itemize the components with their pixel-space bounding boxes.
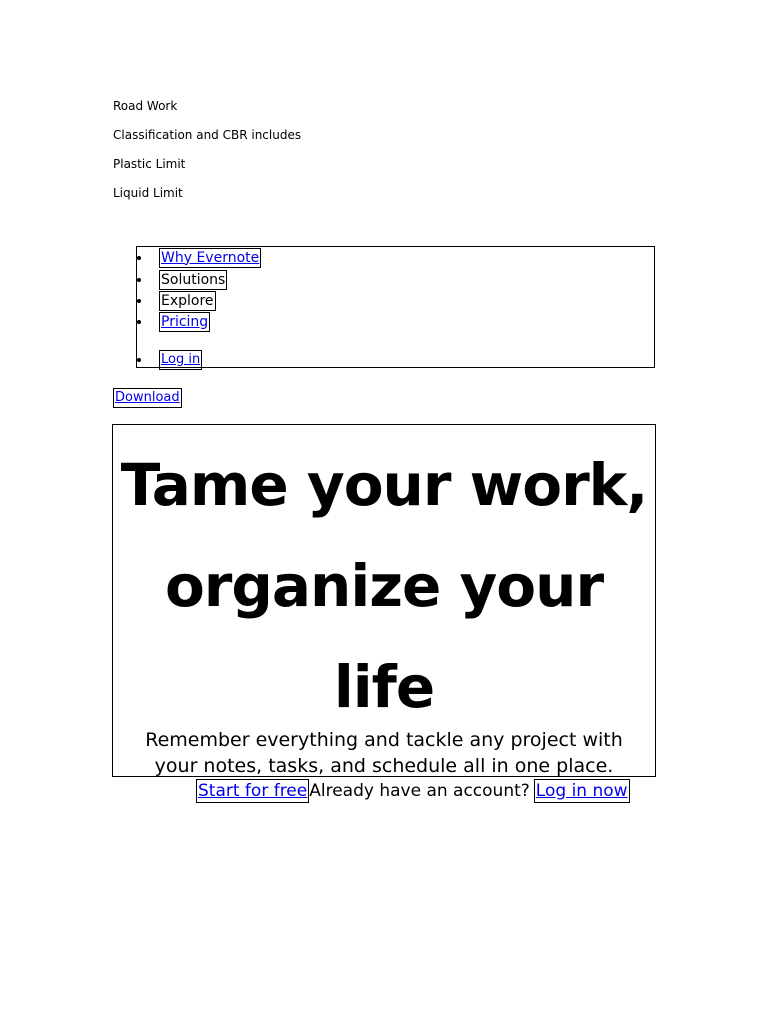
bullet-icon (137, 299, 141, 303)
hero-subtitle: Remember everything and tackle any project with your notes, tasks, and schedule all in one place. (145, 729, 623, 777)
bullet-icon (137, 358, 141, 362)
nav-item-solutions (137, 269, 227, 290)
nav-button-explore[interactable]: Explore (161, 292, 214, 309)
bullet-icon (137, 256, 141, 260)
main-nav (136, 246, 655, 368)
nav-link-why-evernote[interactable]: Why Evernote (161, 249, 260, 266)
hero-title: Tame your work, organize your life (120, 451, 648, 721)
top-line-plastic-limit: Plastic Limit (113, 157, 186, 171)
top-line-road-work: Road Work (113, 99, 178, 113)
already-have-account-text: Already have an account? (309, 781, 530, 801)
nav-item-pricing (137, 311, 210, 332)
nav-link-log-in[interactable]: Log in (159, 350, 202, 370)
top-line-classification: Classification and CBR includes (113, 128, 302, 142)
nav-item-why-evernote (137, 247, 261, 268)
nav-button-solutions[interactable]: Solutions (161, 271, 226, 288)
bullet-icon (137, 320, 141, 324)
bullet-icon (137, 278, 141, 282)
top-line-liquid-limit: Liquid Limit (113, 186, 183, 200)
hero-section (112, 424, 656, 777)
cta-row (196, 779, 630, 803)
log-in-now-link[interactable]: Log in now (535, 781, 628, 801)
download-link[interactable]: Download (113, 388, 182, 408)
nav-item-explore (137, 290, 216, 311)
nav-item-log-in (137, 349, 202, 370)
nav-link-pricing[interactable]: Pricing (161, 313, 209, 330)
nav-list (137, 247, 654, 367)
top-text-block (113, 92, 613, 208)
start-for-free-link[interactable]: Start for free (198, 781, 308, 801)
